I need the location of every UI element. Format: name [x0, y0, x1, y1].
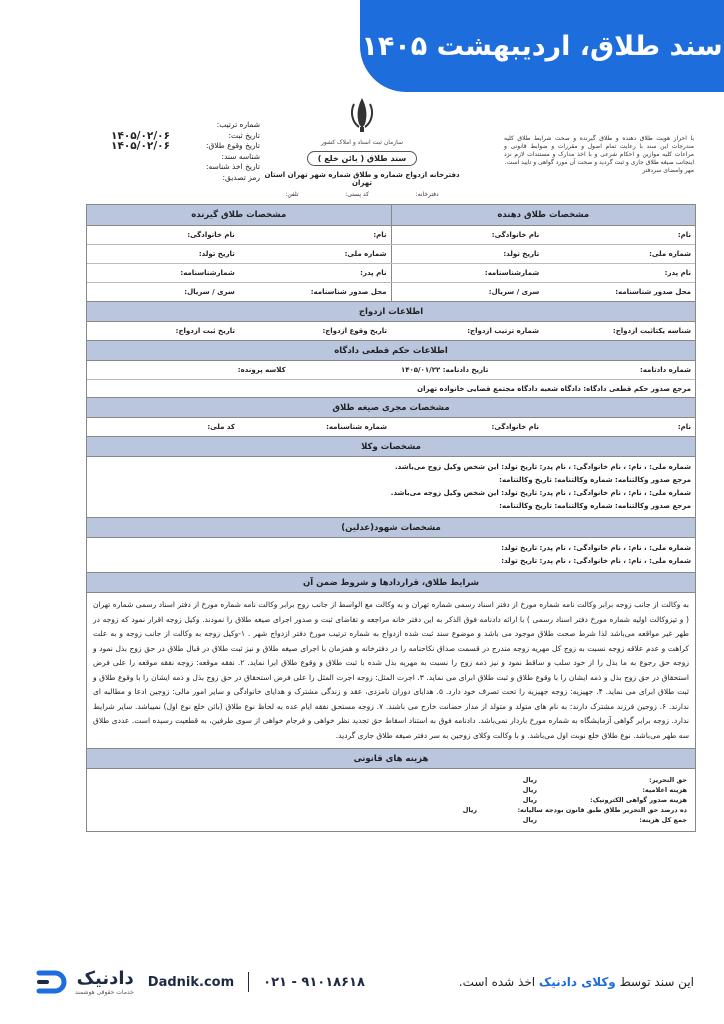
- document-title: سند طلاق، اردیبهشت ۱۴۰۵: [361, 30, 723, 62]
- meta-row: تاریخ ثبت: ۱۴۰۵/۰۲/۰۶: [111, 129, 260, 142]
- witnesses-block: [87, 538, 695, 573]
- divider: [248, 972, 249, 992]
- office-contact-fields: [262, 191, 462, 198]
- footer: [0, 940, 724, 1024]
- meta-row: تاریخ اخذ شناسه:: [205, 162, 260, 171]
- conditions-text: به وکالت از جانب زوجه برابر وکالت نامه شماره مورخ از دفتر اسناد رسمی شماره تهران و به وکالت مع الواسط از جانب زوج برابر وکالت نامه شماره مورخ از دفتر اسناد رسمی شماره تهران ( و تیزوکالت اولیه شماره مورخ دفتر اسناد رسمی ) با ارائه دادنامه فوق الذکر به این دفتر خانه مراجعه و تقاضای ثبت و صدور اجرای صیغه طلاق را نمودند. وکیل زوجه اقرار نمود که زوجه در طهر غیر مواقعه می‌باشد لذا شرط صحت طلاق موجود می باشد و موضوع سند ثبت شده ازدواج به شماره ترتیب مورخ دفتر ازدواج شهر . ۱-وکیل زوجه به وکالت از جانب زوجه و به علت کراهت و عدم علاقه زوجه نسبت به زوج کل مهریه زوجه مندرج در قسمت صداق نکاحنامه را در دفترخانه و همزمان با اجرای صیغه طلاق و نیز ثبت طلاق در قبال طلاق در حق زوج بذل نمود و زوجه حق رجوع به ما بذل را از خود سلب و ساقط نمود و نیز ذمه زوج را نسبت به مهریه بذل شده با ثبت طلاق و وقوع طلاق ابرا نماید. ۲. نفقه موقعه: زوجه نفقه موقعه را علی فرض استحقاق در حق زوج بذل و ذمه ایشان را با وقوع طلاق و ثبت طلاق ابرای می نماید. ۳. اجرت المثل: زوجه اجرت المثل را علی فرض استحقاق در حق زوج بذل و ذمه ایشان را با وقوع طلاق و ثبت طلاق ابرای می نماید. ۴. جهیزیه: زوجه جهیزیه را تحت تصرف خود دارد. ۵. هدایای دوران نامزدی، عقد و زندگی مشترک و هدایای خانوادگی و سایر امور مالی: زوجین ادعا و مطالبه ای ندارند. ۶. زوجین فرزند مشترک دارند: به نام های متولد و متولد از مدار حضانت خارج می باشند. ۷. زوجه مستحق نفقه ایام عده به لحاظ نوع طلاق (بائن خلع نوع اول) نمیباشد. سایر شرایط ندارد. زوجه برابر گواهی آزمایشگاه به شماره مورخ باردار نمی‌باشد. دادنامه فوق به استناد اسقاط حق تجدید نظر خواهی و فرجام خواهی از سوی طرفین، به قطعیت رسیده است. عددی طلاق سه طهر می‌باشد. نوع طلاق خلع نوبت اول می‌باشد. و با وکالت وکلای زوجین به سر دفتر صیغه طلاق جاری گردید.: [87, 593, 695, 749]
- meta-row: شماره ترتیب:: [216, 120, 260, 129]
- attorney-line: مرجع صدور وکالتنامه: شماره وکالتنامه: تاریخ وکالتنامه:: [499, 502, 691, 510]
- parties-header: [87, 205, 695, 226]
- office-field: کد پستی:: [345, 191, 369, 198]
- logo-tagline: خدمات حقوقی هوشمند: [75, 989, 134, 996]
- parties-row: نام پدر: شمارشناسنامه: نام پدر: شمارشناسنامه:: [87, 264, 695, 283]
- parties-row: نام: نام خانوادگی: نام: نام خانوادگی:: [87, 226, 695, 245]
- iran-emblem-icon: [340, 94, 384, 134]
- cost-row: ده درصد حق التحریر طلاق طبق قانون بودجه سالیانه: ریال: [462, 806, 687, 814]
- attorneys-section-title: مشخصات وکلا: [87, 437, 695, 457]
- court-row: شماره دادنامه: تاریخ دادنامه: ۱۴۰۵/۰۱/۲۲ کلاسه پرونده:: [87, 361, 695, 380]
- giver-section-title: مشخصات طلاق دهنده: [391, 205, 696, 225]
- office-field: تلفن:: [285, 191, 299, 198]
- meta-row: شناسه سند:: [221, 151, 260, 161]
- conditions-section-title: شرایط طلاق، قراردادها و شروط ضمن آن: [87, 573, 695, 593]
- title-banner: [360, 0, 724, 92]
- executor-section-title: مشخصات مجری صیغه طلاق: [87, 398, 695, 418]
- notary-certification: [504, 135, 694, 175]
- dadnik-logo: [35, 968, 134, 996]
- meta-row: تاریخ وقوع طلاق: ۱۴۰۵/۰۲/۰۶: [111, 140, 260, 152]
- phone-number[interactable]: ۰۲۱ - ۹۱۰۱۸۶۱۸: [263, 974, 365, 990]
- costs-block: [87, 769, 695, 831]
- divorce-type-title: سند طلاق ( بائن خلع ): [307, 151, 417, 166]
- court-section-title: اطلاعات حکم قطعی دادگاه: [87, 341, 695, 361]
- divorce-form: [86, 204, 696, 832]
- cost-row: هزینه اعلامیه: ریال: [522, 786, 687, 794]
- meta-row: رمز تصدیق:: [222, 172, 260, 182]
- document-meta: [40, 120, 260, 183]
- logo-name: دادنیک: [76, 968, 134, 989]
- footer-contact: [35, 968, 365, 996]
- attorney-line: مرجع صدور وکالتنامه: شماره وکالتنامه: تاریخ وکالتنامه:: [499, 476, 691, 484]
- witness-line: شماره ملی: ، نام: ، نام خانوادگی: ، نام پدر: تاریخ تولد:: [501, 544, 691, 552]
- cost-row: هزینه صدور گواهی الکترونیک: ریال: [522, 796, 687, 804]
- cost-row: جمع کل هزینه: ریال: [522, 816, 687, 824]
- office-field: دفترخانه:: [415, 191, 439, 198]
- witnesses-section-title: مشخصات شهود(عدلین): [87, 518, 695, 538]
- document-header: [262, 94, 462, 198]
- office-line: دفترخانه ازدواج شماره و طلاق شماره شهر تهران استان تهران: [264, 171, 460, 187]
- marriage-row: شناسه یکتاثبت ازدواج: شماره ترتیب ازدواج: تاریخ وقوع ازدواج: تاریخ ثبت ازدواج:: [87, 322, 695, 341]
- attorneys-block: [87, 457, 695, 518]
- receiver-section-title: مشخصات طلاق گیرنده: [191, 210, 287, 220]
- witness-line: شماره ملی: ، نام: ، نام خانوادگی: ، نام پدر: تاریخ تولد:: [501, 557, 691, 565]
- executor-row: نام: نام خانوادگی: شماره شناسنامه: کد ملی:: [87, 418, 695, 437]
- attorney-line: شماره ملی: ، نام: ، نام خانوادگی: ، نام پدر: تاریخ تولد: این شخص وکیل زوج می‌باشد.: [395, 463, 691, 471]
- website-link[interactable]: Dadnik.com: [147, 974, 235, 990]
- parties-row: محل صدور شناسنامه: سری / سریال: محل صدور شناسنامه: سری / سریال:: [87, 283, 695, 302]
- notary-signature-label: مهر وامضای سردفتر: [642, 167, 694, 174]
- parties-row: شماره ملی: تاریخ تولد: شماره ملی: تاریخ تولد:: [87, 245, 695, 264]
- footer-note: این سند توسط وکلای دادنیک اخذ شده است.: [458, 975, 694, 989]
- cost-row: حق التحریر: ریال: [522, 776, 687, 784]
- costs-section-title: هزینه های قانونی: [87, 749, 695, 769]
- court-authority: مرجع صدور حکم قطعی دادگاه: دادگاه شعبه دادگاه مجتمع قضایی خانواده تهران: [87, 380, 695, 398]
- attorney-line: شماره ملی: ، نام: ، نام خانوادگی: ، نام پدر: تاریخ تولد: این شخص وکیل زوجه می‌باشد.: [390, 489, 691, 497]
- marriage-section-title: اطلاعات ازدواج: [87, 302, 695, 322]
- dadnik-logo-icon: [35, 969, 69, 995]
- certification-text: با احراز هویت طلاق دهنده و طلاق گیرنده و صحت شرایط طلاق کلیه مندرجات این سند با رعایت تمام اصول و مقررات و ضوابط قانونی و مراعات کلیه موازین و احکام شرعی و با اخذ مدارک و مستندات لازم نزد اینجانب صیغه طلاق جاری و ثبت گردید و صحت آن مورد گواهی و تایید است.: [504, 135, 694, 166]
- brand-link[interactable]: وکلای دادنیک: [538, 975, 616, 989]
- organization-name: سازمان ثبت اسناد و املاک کشور: [320, 139, 404, 146]
